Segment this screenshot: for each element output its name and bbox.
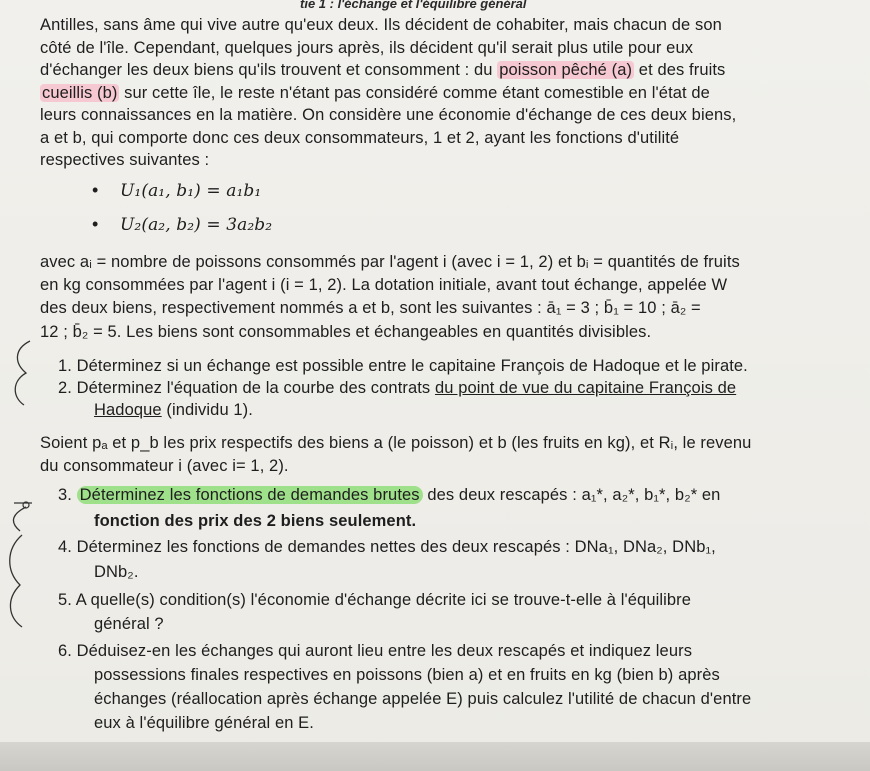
question-4-cont: DNb₂. <box>94 563 139 581</box>
paragraph-line: 12 ; b̄₂ = 5. Les biens sont consommables et échangeables en quantités divisibles. <box>40 323 652 341</box>
paragraph-line: leurs connaissances en la matière. On considère une économie d'échange de ces deux biens, <box>40 106 737 124</box>
question-6-cont: échanges (réallocation après échange appelée E) puis calculez l'utilité de chacun d'entre <box>94 690 752 708</box>
highlight-fruits: cueillis (b) <box>42 84 118 102</box>
highlight-fish: poisson pêché (a) <box>499 61 633 79</box>
paragraph-line: respectives suivantes : <box>40 151 210 169</box>
handwritten-margin-marks <box>0 335 40 771</box>
text-segment: des deux rescapés : a₁*, a₂*, b₁*, b₂* en <box>422 486 721 504</box>
paragraph-line: Soient pₐ et p_b les prix respectifs des biens a (le poisson) et b (les fruits en kg), et Rᵢ, le revenu <box>40 434 752 452</box>
question-5-cont: général ? <box>94 615 164 633</box>
text-segment: (individu 1). <box>161 401 253 419</box>
question-2 <box>58 377 736 399</box>
paragraph-line-with-highlight <box>40 82 710 104</box>
bullet-icon: • <box>92 214 99 234</box>
utility-function-1: U₁(a₁, b₁) = a₁b₁ <box>120 181 262 201</box>
question-6-cont: possessions finales respectives en poissons (bien a) et en fruits en kg (bien b) après <box>94 666 720 684</box>
highlight-demand: Déterminez les fonctions de demandes brutes <box>77 486 423 504</box>
bullet-icon: • <box>92 180 99 200</box>
question-5: 5. A quelle(s) condition(s) l'économie d'échange décrite ici se trouve-t-elle à l'équilibre <box>58 591 692 609</box>
paragraph-line: des deux biens, respectivement nommés a et b, sont les suivantes : ā₁ = 3 ; b̄₁ = 10 ; ā₂ = <box>40 299 701 317</box>
question-6: 6. Déduisez-en les échanges qui auront lieu entre les deux rescapés et indiquez leurs <box>58 642 693 660</box>
paragraph-line: en kg consommées par l'agent i (i = 1, 2). La dotation initiale, avant tout échange, appelée W <box>40 276 728 294</box>
question-number: 3. <box>58 486 72 504</box>
question-3-cont: fonction des prix des 2 biens seulement. <box>94 512 417 530</box>
section-header: tie 1 : l'échange et l'équilibre général <box>300 0 527 11</box>
paragraph-line-with-highlight <box>40 59 725 81</box>
paragraph-line: Antilles, sans âme qui vive autre qu'eux deux. Ils décident de cohabiter, mais chacun de son <box>40 16 722 34</box>
utility-function-2: U₂(a₂, b₂) = 3a₂b₂ <box>120 215 273 235</box>
text-segment: sur cette île, le reste n'étant pas considéré comme étant comestible en l'état de <box>119 84 710 102</box>
question-1: 1. Déterminez si un échange est possible entre le capitaine François de Hadoque et le pirate. <box>58 357 748 375</box>
paragraph-line: a et b, qui comporte donc ces deux consommateurs, 1 et 2, ayant les fonctions d'utilité <box>40 129 680 147</box>
underlined-text: du point de vue du capitaine François de <box>434 379 737 397</box>
text-segment: d'échanger les deux biens qu'ils trouvent et consomment : du <box>40 61 498 79</box>
question-6-cont: eux à l'équilibre général en E. <box>94 714 314 732</box>
paragraph-line: avec aᵢ = nombre de poissons consommés par l'agent i (avec i = 1, 2) et bᵢ = quantités de fruits <box>40 253 740 271</box>
page-bottom-edge <box>0 742 870 771</box>
paragraph-line: côté de l'île. Cependant, quelques jours après, ils décident qu'il serait plus utile pour eux <box>40 39 694 57</box>
question-4: 4. Déterminez les fonctions de demandes nettes des deux rescapés : DNa₁, DNa₂, DNb₁, <box>58 538 716 556</box>
question-2-cont <box>94 399 253 421</box>
paragraph-line: du consommateur i (avec i= 1, 2). <box>40 457 289 475</box>
text-segment: et des fruits <box>634 61 726 79</box>
underlined-text: Hadoque <box>94 401 162 419</box>
question-3 <box>58 484 720 506</box>
text-segment: 2. Déterminez l'équation de la courbe des contrats <box>58 379 435 397</box>
